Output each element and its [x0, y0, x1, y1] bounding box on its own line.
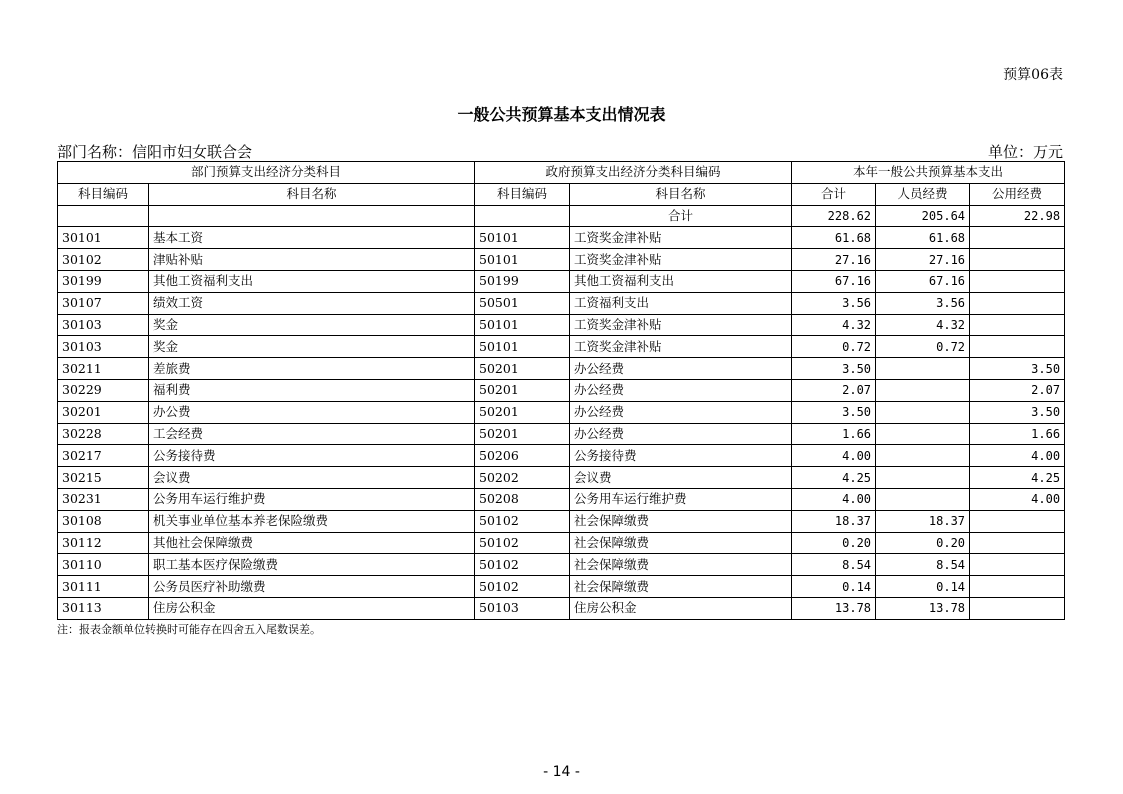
personnel-cell: 0.72 [876, 336, 970, 358]
table-row [58, 314, 1065, 336]
dept-name-cell: 福利费 [149, 379, 475, 401]
page-title: 一般公共预算基本支出情况表 [457, 105, 666, 124]
gov-code-cell: 50202 [475, 467, 570, 489]
dept-code-cell: 30201 [58, 401, 149, 423]
table-row [58, 401, 1065, 423]
table-row [58, 445, 1065, 467]
personnel-cell: 0.20 [876, 532, 970, 554]
dept-name-cell: 职工基本医疗保险缴费 [149, 554, 475, 576]
table-row [58, 227, 1065, 249]
public-cell: 4.25 [970, 467, 1065, 489]
public-cell: 2.07 [970, 379, 1065, 401]
dept-name-cell: 工会经费 [149, 423, 475, 445]
gov-name-cell: 办公经费 [570, 358, 792, 380]
dept-code-cell: 30217 [58, 445, 149, 467]
public-cell [970, 576, 1065, 598]
gov-name-cell: 社会保障缴费 [570, 554, 792, 576]
table-row [58, 597, 1065, 619]
total-row [58, 205, 1065, 227]
unit-label: 单位：万元 [987, 143, 1063, 161]
gov-code-cell: 50201 [475, 401, 570, 423]
public-cell [970, 314, 1065, 336]
total-cell: 4.00 [792, 488, 876, 510]
gov-code-cell: 50201 [475, 379, 570, 401]
dept-code-cell: 30102 [58, 249, 149, 271]
table-row [58, 467, 1065, 489]
table-row [58, 270, 1065, 292]
public-cell [970, 510, 1065, 532]
total-cell: 4.32 [792, 314, 876, 336]
header-gov-code: 科目编码 [475, 183, 570, 205]
total-cell: 0.20 [792, 532, 876, 554]
personnel-cell: 61.68 [876, 227, 970, 249]
gov-code-cell: 50206 [475, 445, 570, 467]
dept-code-cell: 30211 [58, 358, 149, 380]
public-cell [970, 270, 1065, 292]
total-cell: 61.68 [792, 227, 876, 249]
gov-code-cell: 50103 [475, 597, 570, 619]
personnel-cell [876, 423, 970, 445]
personnel-cell [876, 445, 970, 467]
header-total: 合计 [792, 183, 876, 205]
dept-code-cell: 30103 [58, 314, 149, 336]
total-cell: 3.50 [792, 358, 876, 380]
dept-code-cell: 30107 [58, 292, 149, 314]
table-row [58, 249, 1065, 271]
footnote: 注：报表金额单位转换时可能存在四舍五入尾数误差。 [57, 623, 321, 636]
dept-name-cell: 机关事业单位基本养老保险缴费 [149, 510, 475, 532]
dept-name-cell: 会议费 [149, 467, 475, 489]
gov-code-cell: 50201 [475, 358, 570, 380]
public-cell [970, 292, 1065, 314]
gov-name-cell: 办公经费 [570, 379, 792, 401]
gov-name-cell: 其他工资福利支出 [570, 270, 792, 292]
gov-code-cell: 50501 [475, 292, 570, 314]
gov-name-cell: 工资奖金津补贴 [570, 336, 792, 358]
total-cell: 3.56 [792, 292, 876, 314]
table-row [58, 423, 1065, 445]
dept-code-cell: 30108 [58, 510, 149, 532]
public-cell [970, 597, 1065, 619]
personnel-cell: 0.14 [876, 576, 970, 598]
gov-name-cell: 办公经费 [570, 401, 792, 423]
public-cell: 3.50 [970, 358, 1065, 380]
dept-name-cell: 差旅费 [149, 358, 475, 380]
gov-name-cell: 会议费 [570, 467, 792, 489]
department-name: 部门名称：信阳市妇女联合会 [57, 143, 253, 161]
total-sum: 228.62 [792, 205, 876, 227]
public-cell: 3.50 [970, 401, 1065, 423]
total-label: 合计 [570, 205, 792, 227]
table-row [58, 576, 1065, 598]
header-personnel: 人员经费 [876, 183, 970, 205]
page-number: - 14 - [543, 764, 580, 780]
dept-name-cell: 奖金 [149, 314, 475, 336]
form-code: 预算06表 [1003, 67, 1063, 83]
personnel-cell: 3.56 [876, 292, 970, 314]
gov-code-cell: 50101 [475, 314, 570, 336]
gov-name-cell: 工资奖金津补贴 [570, 314, 792, 336]
dept-name-cell: 其他社会保障缴费 [149, 532, 475, 554]
header-public: 公用经费 [970, 183, 1065, 205]
total-cell: 0.72 [792, 336, 876, 358]
dept-code-cell: 30229 [58, 379, 149, 401]
dept-code-cell: 30231 [58, 488, 149, 510]
gov-name-cell: 公务用车运行维护费 [570, 488, 792, 510]
public-cell [970, 532, 1065, 554]
gov-name-cell: 办公经费 [570, 423, 792, 445]
personnel-cell: 4.32 [876, 314, 970, 336]
gov-name-cell: 工资福利支出 [570, 292, 792, 314]
personnel-cell: 13.78 [876, 597, 970, 619]
header-dept-code: 科目编码 [58, 183, 149, 205]
header-dept-group: 部门预算支出经济分类科目 [58, 162, 475, 184]
gov-name-cell: 社会保障缴费 [570, 576, 792, 598]
total-public: 22.98 [970, 205, 1065, 227]
total-cell: 13.78 [792, 597, 876, 619]
total-cell: 0.14 [792, 576, 876, 598]
dept-code-cell: 30103 [58, 336, 149, 358]
header-dept-name: 科目名称 [149, 183, 475, 205]
total-cell: 8.54 [792, 554, 876, 576]
public-cell: 4.00 [970, 445, 1065, 467]
dept-code-cell: 30110 [58, 554, 149, 576]
dept-code-cell: 30199 [58, 270, 149, 292]
public-cell [970, 227, 1065, 249]
budget-table [57, 161, 1065, 620]
dept-code-cell: 30111 [58, 576, 149, 598]
personnel-cell [876, 401, 970, 423]
total-cell: 1.66 [792, 423, 876, 445]
table-row [58, 510, 1065, 532]
public-cell: 1.66 [970, 423, 1065, 445]
total-cell: 67.16 [792, 270, 876, 292]
personnel-cell [876, 488, 970, 510]
public-cell [970, 249, 1065, 271]
gov-code-cell: 50201 [475, 423, 570, 445]
header-column-row [58, 183, 1065, 205]
gov-code-cell: 50208 [475, 488, 570, 510]
personnel-cell: 27.16 [876, 249, 970, 271]
dept-code-cell: 30215 [58, 467, 149, 489]
total-cell: 18.37 [792, 510, 876, 532]
dept-name-cell: 住房公积金 [149, 597, 475, 619]
personnel-cell: 8.54 [876, 554, 970, 576]
gov-name-cell: 工资奖金津补贴 [570, 227, 792, 249]
dept-name-cell: 公务用车运行维护费 [149, 488, 475, 510]
table-row [58, 292, 1065, 314]
public-cell [970, 336, 1065, 358]
dept-name-cell: 基本工资 [149, 227, 475, 249]
gov-code-cell: 50101 [475, 227, 570, 249]
gov-code-cell: 50102 [475, 554, 570, 576]
public-cell: 4.00 [970, 488, 1065, 510]
dept-code-cell: 30113 [58, 597, 149, 619]
table-row [58, 488, 1065, 510]
total-cell: 27.16 [792, 249, 876, 271]
dept-name-cell: 津贴补贴 [149, 249, 475, 271]
gov-name-cell: 社会保障缴费 [570, 532, 792, 554]
dept-name-cell: 奖金 [149, 336, 475, 358]
gov-code-cell: 50102 [475, 576, 570, 598]
personnel-cell: 18.37 [876, 510, 970, 532]
gov-code-cell: 50102 [475, 510, 570, 532]
total-cell: 4.00 [792, 445, 876, 467]
total-cell: 3.50 [792, 401, 876, 423]
gov-code-cell: 50101 [475, 249, 570, 271]
dept-name-cell: 公务员医疗补助缴费 [149, 576, 475, 598]
header-gov-group: 政府预算支出经济分类科目编码 [475, 162, 792, 184]
gov-code-cell: 50199 [475, 270, 570, 292]
gov-name-cell: 公务接待费 [570, 445, 792, 467]
gov-name-cell: 社会保障缴费 [570, 510, 792, 532]
dept-name-cell: 办公费 [149, 401, 475, 423]
total-cell: 4.25 [792, 467, 876, 489]
table-row [58, 554, 1065, 576]
header-expense-group: 本年一般公共预算基本支出 [792, 162, 1065, 184]
table-row [58, 532, 1065, 554]
total-cell: 2.07 [792, 379, 876, 401]
personnel-cell [876, 358, 970, 380]
gov-name-cell: 住房公积金 [570, 597, 792, 619]
dept-code-cell: 30112 [58, 532, 149, 554]
public-cell [970, 554, 1065, 576]
table-row [58, 379, 1065, 401]
dept-code-cell: 30228 [58, 423, 149, 445]
total-personnel: 205.64 [876, 205, 970, 227]
dept-code-cell: 30101 [58, 227, 149, 249]
header-gov-name: 科目名称 [570, 183, 792, 205]
dept-name-cell: 绩效工资 [149, 292, 475, 314]
personnel-cell [876, 379, 970, 401]
gov-name-cell: 工资奖金津补贴 [570, 249, 792, 271]
table-row [58, 336, 1065, 358]
dept-name-cell: 其他工资福利支出 [149, 270, 475, 292]
table-row [58, 358, 1065, 380]
gov-code-cell: 50102 [475, 532, 570, 554]
personnel-cell [876, 467, 970, 489]
header-group-row [58, 162, 1065, 184]
dept-name-cell: 公务接待费 [149, 445, 475, 467]
gov-code-cell: 50101 [475, 336, 570, 358]
personnel-cell: 67.16 [876, 270, 970, 292]
